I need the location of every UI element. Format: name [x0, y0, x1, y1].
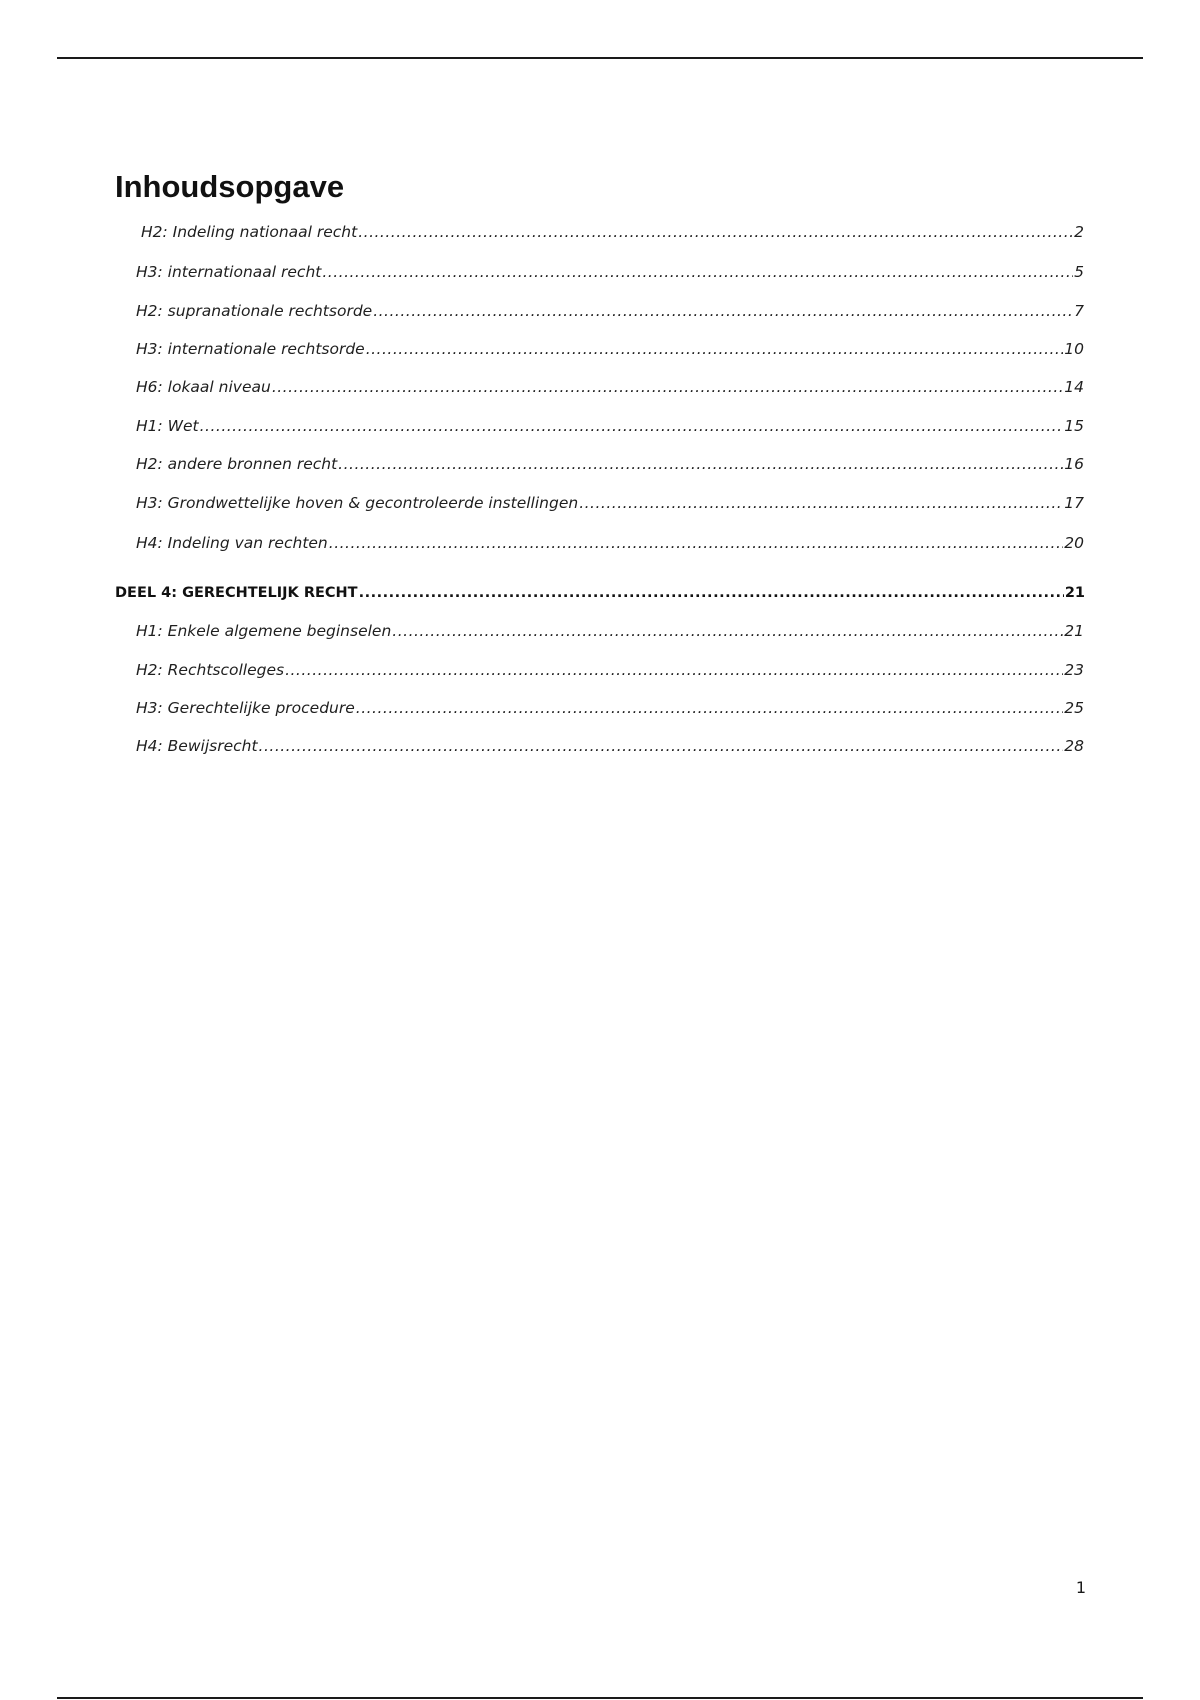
- toc-title: Inhoudsopgave: [115, 169, 345, 204]
- toc-entry[interactable]: [136, 531, 1084, 555]
- toc-entry[interactable]: [136, 414, 1084, 438]
- toc-leader-dots: [200, 414, 1064, 438]
- toc-leader-dots: [272, 375, 1063, 399]
- toc-entry[interactable]: [136, 452, 1084, 476]
- toc-entry-page: 21: [1064, 622, 1084, 640]
- toc-entry-page: 25: [1064, 699, 1084, 717]
- toc-entry-label: H2: Indeling nationaal recht: [141, 223, 358, 241]
- toc-leader-dots: [359, 581, 1064, 605]
- toc-leader-dots: [329, 531, 1064, 555]
- toc-entry[interactable]: [136, 619, 1084, 643]
- toc-entry[interactable]: [141, 220, 1084, 244]
- header-rule: [57, 57, 1143, 59]
- toc-entry-label: H4: Bewijsrecht: [136, 737, 258, 755]
- toc-entry-page: 10: [1064, 340, 1084, 358]
- toc-entry-page: 23: [1064, 661, 1084, 679]
- toc-leader-dots: [338, 452, 1063, 476]
- toc-entry-page: 17: [1064, 494, 1084, 512]
- toc-leader-dots: [358, 220, 1073, 244]
- toc-entry-page: 5: [1074, 263, 1084, 281]
- toc-entry-page: 21: [1064, 585, 1085, 601]
- toc-entry[interactable]: [136, 299, 1084, 323]
- toc-entry-label: H3: Grondwettelijke hoven & gecontroleerde instellingen: [136, 494, 579, 512]
- toc-entry-label: DEEL 4: GERECHTELIJK RECHT: [115, 585, 358, 601]
- footer-rule: [57, 1697, 1143, 1699]
- toc-entry[interactable]: [136, 658, 1084, 682]
- toc-leader-dots: [579, 491, 1063, 515]
- toc-entry-label: H4: Indeling van rechten: [136, 534, 328, 552]
- toc-entry-page: 14: [1064, 378, 1084, 396]
- toc-entry-page: 15: [1064, 417, 1084, 435]
- toc-entry[interactable]: [136, 696, 1084, 720]
- toc-entry[interactable]: [136, 260, 1084, 284]
- toc-entry-label: H6: lokaal niveau: [136, 378, 271, 396]
- toc-leader-dots: [322, 260, 1073, 284]
- toc-entry-label: H2: andere bronnen recht: [136, 455, 338, 473]
- toc-entry-page: 16: [1064, 455, 1084, 473]
- toc-entry-page: 7: [1074, 302, 1084, 320]
- toc-entry[interactable]: [136, 491, 1084, 515]
- toc-entry-page: 2: [1074, 223, 1084, 241]
- toc-leader-dots: [366, 337, 1064, 361]
- toc-entry-label: H1: Enkele algemene beginselen: [136, 622, 392, 640]
- toc-entry-label: H3: Gerechtelijke procedure: [136, 699, 355, 717]
- toc-entry-label: H2: Rechtscolleges: [136, 661, 285, 679]
- toc-entry-page: 20: [1064, 534, 1084, 552]
- toc-entry-label: H3: internationale rechtsorde: [136, 340, 365, 358]
- toc-leader-dots: [373, 299, 1073, 323]
- toc-entry[interactable]: [136, 734, 1084, 758]
- toc-leader-dots: [259, 734, 1064, 758]
- toc-entry-label: H2: supranationale rechtsorde: [136, 302, 373, 320]
- toc-leader-dots: [392, 619, 1063, 643]
- toc-entry-page: 28: [1064, 737, 1084, 755]
- toc-entry-label: H3: internationaal recht: [136, 263, 322, 281]
- page-number: 1: [1075, 1578, 1086, 1597]
- toc-entry[interactable]: [136, 375, 1084, 399]
- toc-entry-label: H1: Wet: [136, 417, 199, 435]
- toc-leader-dots: [356, 696, 1064, 720]
- toc-entry[interactable]: [136, 337, 1084, 361]
- toc-part-entry[interactable]: [115, 581, 1085, 605]
- toc-leader-dots: [285, 658, 1063, 682]
